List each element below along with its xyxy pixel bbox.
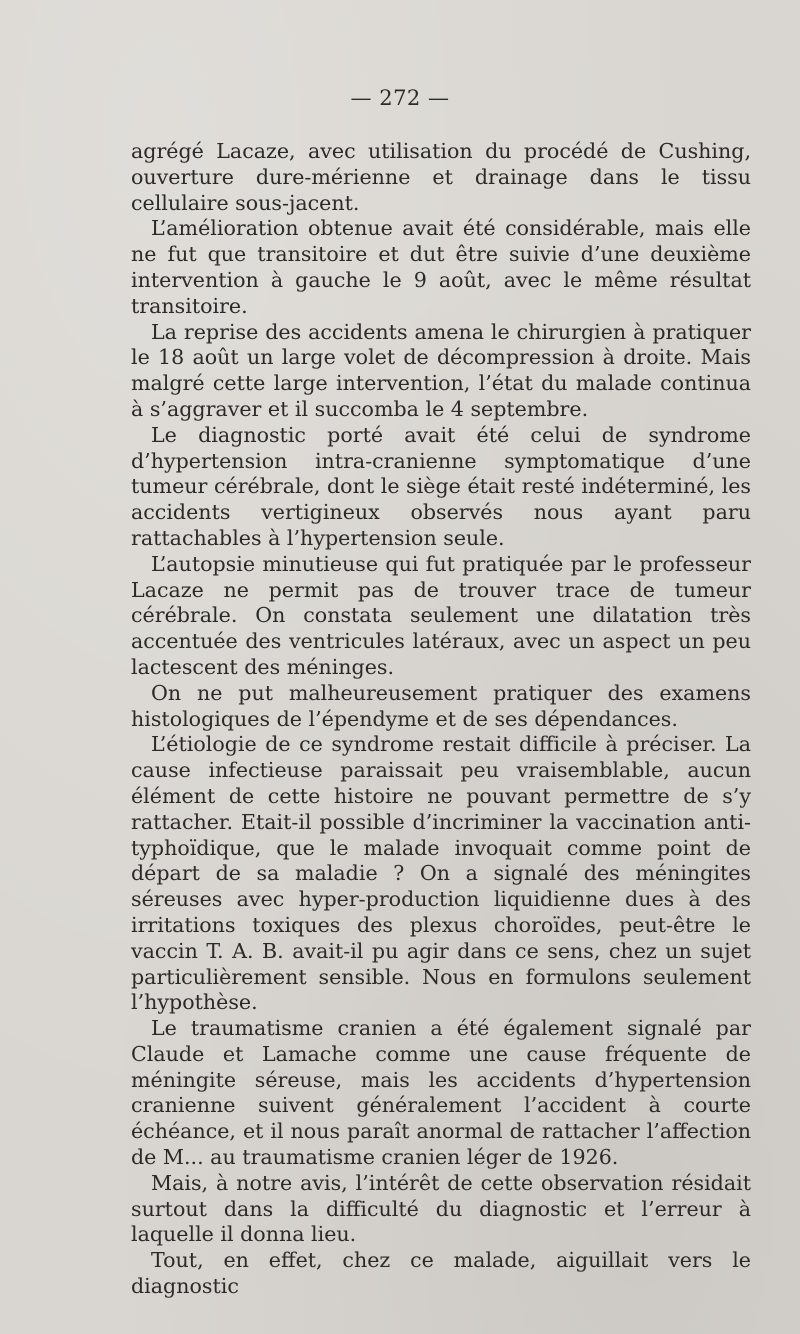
paragraph-9: Mais, à notre avis, l’intérêt de cette observation résidait surtout dans la difficulté du diagnostic et l’erreur à laquelle il donna lieu. [131, 1170, 751, 1247]
paragraph-1: agrégé Lacaze, avec utilisation du procédé de Cushing, ouverture dure-mérienne et drainage dans le tissu cellulaire sous-jacent. [131, 139, 751, 215]
paragraph-6: On ne put malheureusement pratiquer des examens histologiques de l’épendyme et de ses dépendances. [131, 680, 751, 731]
paragraph-5: L’autopsie minutieuse qui fut pratiquée par le professeur Lacaze ne permit pas de trouver trace de tumeur cérébrale. On constata seulement une dilatation très accentuée des ventricules latéraux, avec un aspect un peu lactescent des méninges. [131, 551, 751, 679]
paragraph-4: Le diagnostic porté avait été celui de syndrome d’hypertension intra-cranienne symptomatique d’une tumeur cérébrale, dont le siège était resté indéterminé, les accidents vertigineux observés nous ayant paru rattachables à l’hypertension seule. [131, 422, 751, 550]
paragraph-3: La reprise des accidents amena le chirurgien à pratiquer le 18 août un large volet de décompression à droite. Mais malgré cette large intervention, l’état du malade continua à s’aggraver et il succomba le 4 septembre. [131, 319, 751, 421]
paragraph-7: L’étiologie de ce syndrome restait difficile à préciser. La cause infectieuse paraissait peu vraisemblable, aucun élément de cette histoire ne pouvant permettre de s’y rattacher. Etait-il possible d’incriminer la vaccination anti-typhoïdique, que le malade invoquait comme point de départ de sa maladie ? On a signalé des méningites séreuses avec hyper-production liquidienne dues à des irritations toxiques des plexus choroïdes, peut-être le vaccin T. A. B. avait-il pu agir dans ce sens, chez un sujet particulièrement sensible. Nous en formulons seulement l’hypothèse. [131, 732, 751, 1015]
paragraph-8: Le traumatisme cranien a été également signalé par Claude et Lamache comme une cause fréquente de méningite séreuse, mais les accidents d’hypertension cranienne suivent généralement l’accident à courte échéance, et il nous paraît anormal de rattacher l’affection de M... au traumatisme cranien léger de 1926. [131, 1016, 751, 1170]
body-text [131, 139, 751, 1300]
paragraph-2: L’amélioration obtenue avait été considérable, mais elle ne fut que transitoire et dut être suivie d’une deuxième intervention à gauche le 9 août, avec le même résultat transitoire. [131, 216, 751, 318]
page-number: — 272 — [350, 86, 450, 110]
paragraph-10: Tout, en effet, chez ce malade, aiguillait vers le diagnostic [131, 1248, 751, 1299]
